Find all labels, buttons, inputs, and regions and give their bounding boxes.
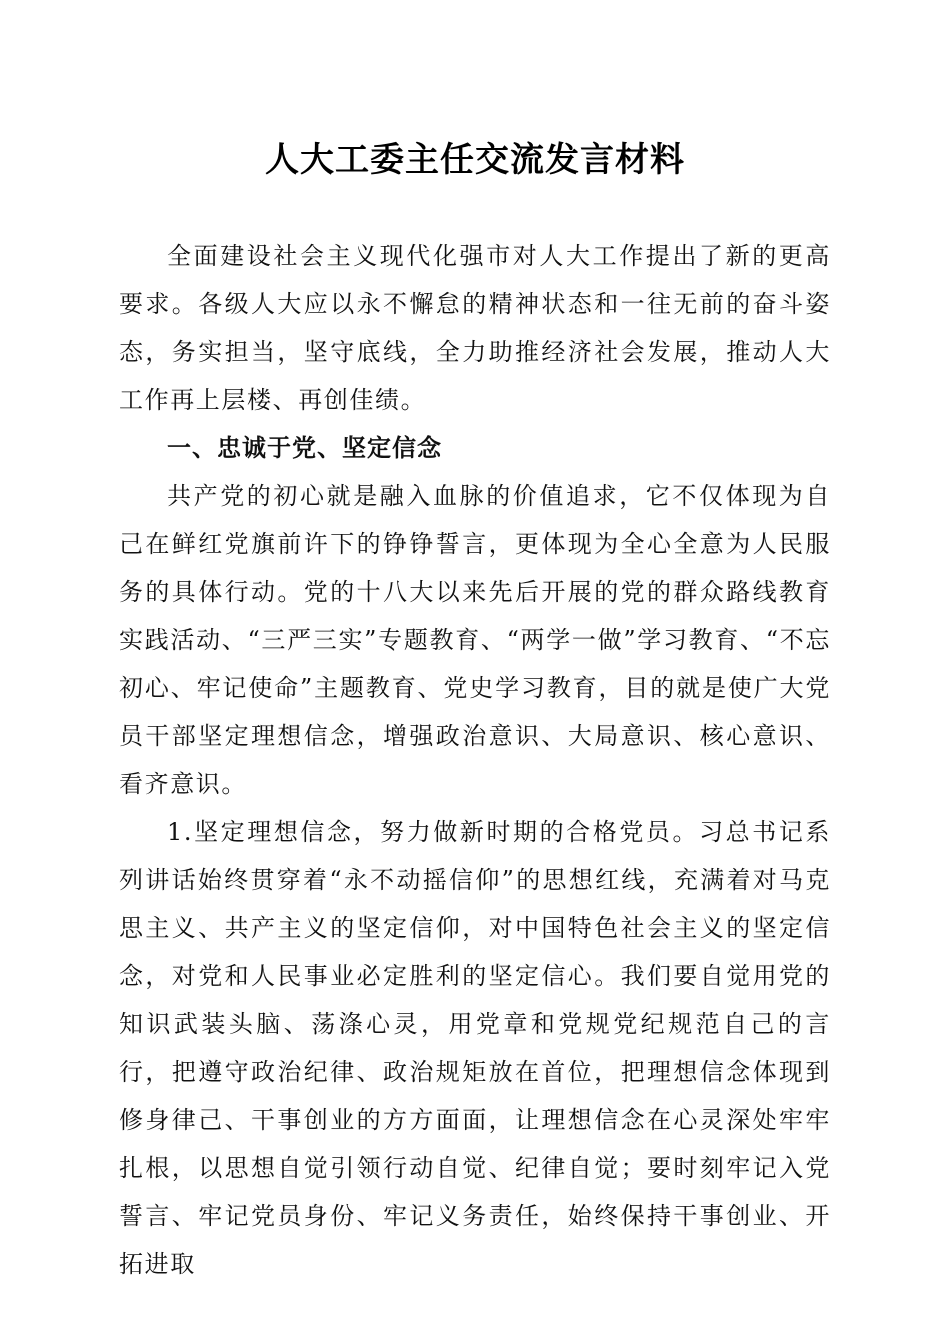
section-paragraph: 共产党的初心就是融入血脉的价值追求，它不仅体现为自己在鲜红党旗前许下的铮铮誓言，更体现为全心全意为人民服务的具体行动。党的十八大以来先后开展的党的群众路线教育实践活动、“三严三实”专题教育、“两学一做”学习教育、“不忘初心、牢记使命”主题教育、党史学习教育，目的就是使广大党员干部坚定理想信念，增强政治意识、大局意识、核心意识、看齐意识。 [119, 482, 831, 798]
section-heading: 一、忠诚于党、坚定信念 [167, 434, 442, 462]
subsection-paragraph: 1.坚定理想信念，努力做新时期的合格党员。习总书记系列讲话始终贯穿着“永不动摇信仰”的思想红线，充满着对马克思主义、共产主义的坚定信仰，对中国特色社会主义的坚定信念，对党和人民事业必定胜利的坚定信心。我们要自觉用党的知识武装头脑、荡涤心灵，用党章和党规党纪规范自己的言行，把遵守政治纪律、政治规矩放在首位，把理想信念体现到修身律己、干事创业的方方面面，让理想信念在心灵深处牢牢扎根，以思想自觉引领行动自觉、纪律自觉；要时刻牢记入党誓言、牢记党员身份、牢记义务责任，始终保持干事创业、开拓进取 [119, 818, 831, 1278]
document-body [119, 232, 831, 1288]
document-title: 人大工委主任交流发言材料 [265, 140, 685, 180]
intro-paragraph: 全面建设社会主义现代化强市对人大工作提出了新的更高要求。各级人大应以永不懈怠的精神状态和一往无前的奋斗姿态，务实担当，坚守底线，全力助推经济社会发展，推动人大工作再上层楼、再创佳绩。 [119, 242, 831, 414]
